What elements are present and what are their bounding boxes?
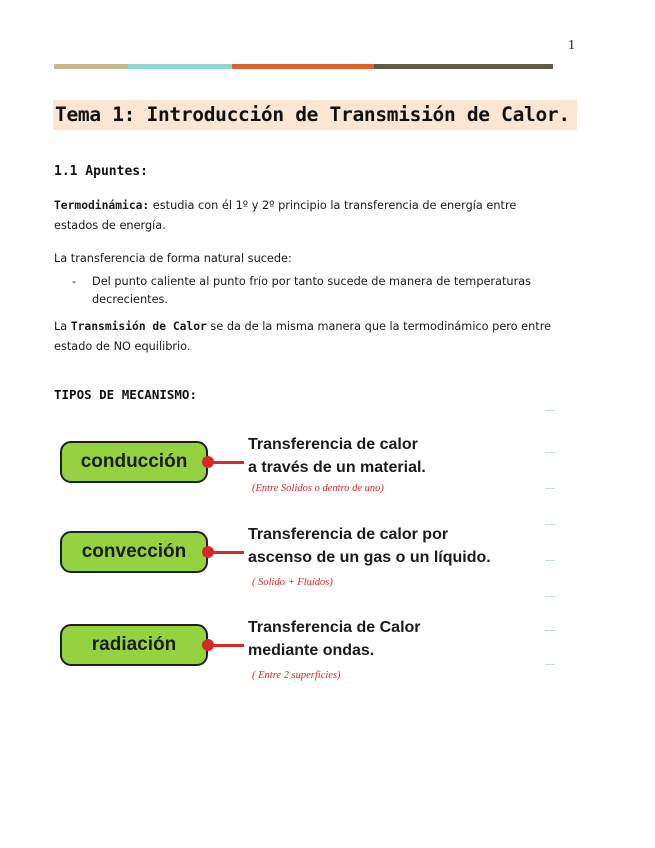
types-heading: TIPOS DE MECANISMO: [54,387,197,402]
description-line: a través de un material. [248,459,426,476]
description-line: mediante ondas. [248,642,375,659]
term-transmision: Transmisión de Calor [70,320,207,333]
mechanism-note: (Entre Solidos o dentro de uno) [252,483,384,494]
paragraph-termodinamica [54,196,564,236]
term-termodinamica: Termodinámica: [54,199,150,212]
connector-dot [202,456,214,468]
mechanism-pill: radiación [60,624,208,666]
bullet-dash: - [72,275,77,288]
description-line: Transferencia de calor [248,436,418,453]
mechanism-pill: conducción [60,441,208,483]
margin-mark [545,560,555,561]
description-line: ascenso de un gas o un líquido. [248,549,491,566]
mechanism-description [248,433,548,479]
connector-dot [202,546,214,558]
margin-mark [545,664,555,665]
paragraph-transferencia: La transferencia de forma natural sucede: [54,252,292,265]
margin-mark [545,452,555,453]
margin-mark [545,630,555,631]
mechanism-note: ( Solido + Fluidos) [252,577,333,588]
mechanism-description [248,523,548,569]
paragraph-text: La [54,320,71,333]
header-rule-segment [374,64,553,69]
mechanism-note: ( Entre 2 superficies) [252,670,341,681]
header-rule [54,64,553,69]
paragraph-transmision [54,317,564,357]
margin-mark [545,488,555,489]
paragraph-text: estudia con él 1º y 2º principio la transferencia de energía entre estados de energía. [54,199,517,232]
section-heading: 1.1 Apuntes: [54,164,148,179]
page-number: 1 [568,38,575,53]
paragraph-text: se da de la misma manera que la termodinámico pero entre estado de NO equilibrio. [54,320,552,353]
connector-dot [202,639,214,651]
page-title: Tema 1: Introducción de Transmisión de Calor. [53,100,577,130]
header-rule-segment [232,64,374,69]
margin-mark [545,524,555,525]
header-rule-segment [128,64,232,69]
mechanism-description [248,616,548,662]
header-rule-segment [54,64,128,69]
mechanism-pill: convección [60,531,208,573]
description-line: Transferencia de Calor [248,619,421,636]
margin-mark [545,410,555,411]
description-line: Transferencia de calor por [248,526,449,543]
bullet-text: Del punto caliente al punto frío por tanto sucede de manera de temperaturas decrecientes. [92,275,532,306]
margin-mark [545,596,555,597]
